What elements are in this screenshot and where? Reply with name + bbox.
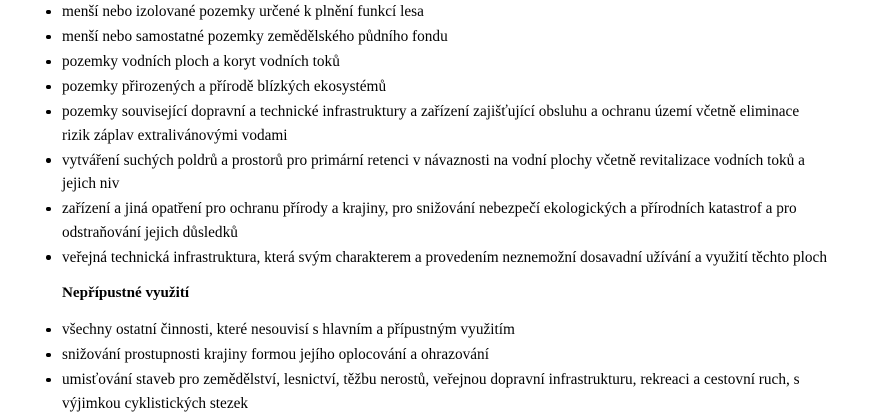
list-item: menší nebo samostatné pozemky zemědělského půdního fondu: [0, 25, 870, 49]
list-item: všechny ostatní činnosti, které nesouvisí s hlavním a přípustným využitím: [0, 318, 870, 342]
list-item: snižování prostupnosti krajiny formou jejího oplocování a ohrazování: [0, 343, 870, 367]
section-heading-nepripustne-vyuziti: Nepřípustné využití: [62, 285, 190, 301]
prohibited-use-list: [0, 318, 870, 415]
list-item: pozemky vodních ploch a koryt vodních toků: [0, 50, 870, 74]
list-item: zařízení a jiná opatření pro ochranu přírody a krajiny, pro snižování nebezpečí ekologických a přírodních katastrof a pro odstraňování jejich důsledků: [0, 197, 870, 244]
list-item: umisťování staveb pro zemědělství, lesnictví, těžbu nerostů, veřejnou dopravní infrastrukturu, rekreaci a cestovní ruch, s výjimkou cyklistických stezek: [0, 368, 870, 415]
list-item: menší nebo izolované pozemky určené k plnění funkcí lesa: [0, 0, 870, 24]
list-item: pozemky související dopravní a technické infrastruktury a zařízení zajišťující obsluhu a ochranu území včetně eliminace rizik záplav extralivánovými vodami: [0, 100, 870, 147]
list-item: vytváření suchých poldrů a prostorů pro primární retenci v návaznosti na vodní plochy včetně revitalizace vodních toků a jejich niv: [0, 149, 870, 196]
list-item: pozemky přirozených a přírodě blízkých ekosystémů: [0, 75, 870, 99]
list-item: veřejná technická infrastruktura, která svým charakterem a provedením neznemožní dosavadní užívání a využití těchto ploch: [0, 246, 870, 270]
